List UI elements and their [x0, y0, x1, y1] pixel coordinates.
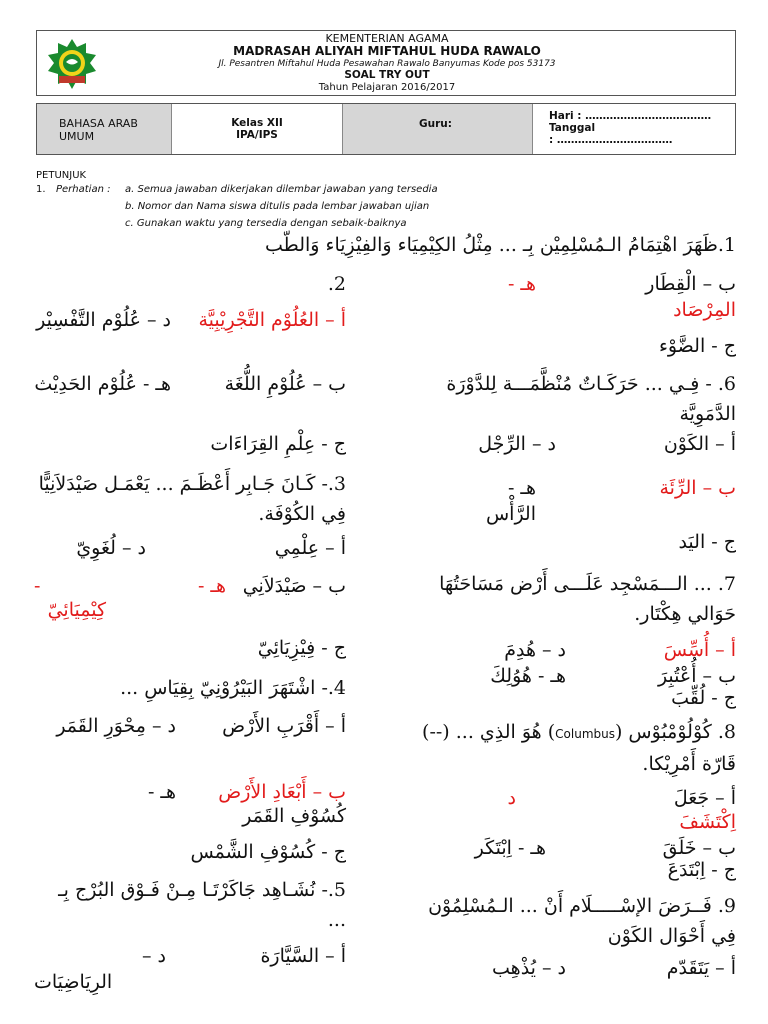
q7-option-b: ب – أُعْتُبِرَ [657, 665, 736, 687]
subject-cell [37, 104, 172, 154]
q1-option-b: ب – الْقِطَار [645, 273, 736, 295]
q2-option-b: ب – عُلُوْمِ اللُّغَة [224, 373, 346, 395]
q7-option-d: د – هُدِمَ [504, 639, 566, 661]
q1-option-j: ج - الضَّوْء [658, 335, 736, 357]
school-year: Tahun Pelajaran 2016/2017 [318, 82, 456, 93]
q2-option-e: هـ - عُلُوْم الحَدِيْث [34, 373, 171, 395]
question-2: 2. [327, 273, 346, 295]
q3-option-e: هـ - [197, 575, 226, 597]
q6-option-a: أ – الكَوْن [663, 433, 736, 455]
q8-option-d: د [507, 787, 516, 809]
teacher-cell [343, 104, 533, 154]
q5-option-d: د – [141, 945, 166, 967]
instruction-b: b. Nomor dan Nama siswa ditulis pada lembar jawaban ujian [125, 201, 430, 212]
date-cell [533, 104, 735, 154]
q6-option-j: ج - اليَد [678, 531, 736, 553]
q1-option-e-text: المِرْصَاد [673, 299, 736, 321]
q2-option-a: أ – العُلُوْم التَّجْرِيْبِيَّة [198, 309, 346, 331]
question-5: 5.- نُشَـاهِد جَاكَرْتَـا مِـنْ فَـوْق البُرْج بِـ ... [58, 879, 346, 931]
q3-option-a: أ – عِلْمِي [274, 537, 346, 559]
letterhead [36, 30, 736, 96]
class-cell [172, 104, 343, 154]
q9-option-a: أ – يَتَقَدّم [666, 957, 736, 979]
q8-option-a: أ – جَعَلَ [673, 787, 736, 809]
question-6: 6. - فِـي ... حَرَكَـاتٌ مُنْظَّمَـــة لِلدَّوْرَة الدَّمَوِيَّة [446, 373, 736, 425]
exam-info-table [36, 103, 736, 155]
q3-option-j: ج - فِيْزِيَائِيّ [257, 637, 346, 659]
q3-dash: - [34, 575, 41, 597]
date-field: : …………………………… [549, 134, 673, 146]
question-3: 3.- كَـانَ جَـابِر أَعْظَـمَ ... يَعْمَـل صَيْدَلاَنِيًّا فِي الكُوْفَة. [38, 473, 346, 525]
q8-columbus: Columbus [555, 727, 615, 741]
q1-option-e: هـ - [507, 273, 536, 295]
q8-text-end: ) هُوَ الذِي ... (--) قَارّة أَمْرِيْكا. [422, 721, 736, 775]
q8-option-e: هـ - اِبْتَكَر [474, 837, 546, 859]
q2-option-j: ج - عِلْمِ القِرَاءَات [210, 433, 346, 455]
instructions-label: Perhatian : [56, 184, 111, 195]
question-4: 4.- اشْتَهَرَ البَيْرُوْنِيّ بِقِيَاسِ ... [120, 677, 346, 699]
madrasah-logo-icon [46, 38, 98, 90]
question-8 [402, 717, 736, 779]
teacher-label: Guru: [419, 118, 452, 130]
q5-option-d-text: الرِيَاضِيَات [34, 971, 113, 993]
right-column [402, 265, 736, 1024]
q9-option-d: د – يُذْهِب [492, 957, 566, 979]
q4-option-j: ج - كُسُوْفِ الشَّمْس [190, 841, 346, 863]
q4-option-e-text: كُسُوْفِ القَمَر [242, 805, 346, 827]
question-7: 7. ... الـــمَسْجِد عَلَـــى أَرْض مَسَاحَتُهَا حَوَالي هِكْتَار. [439, 573, 736, 625]
q8-option-j: ج - اِبْتَدَعَ [667, 859, 736, 881]
school-address: Jl. Pesantren Miftahul Huda Pesawahan Rawalo Banyumas Kode pos 53173 [218, 59, 556, 69]
q4-option-b: ب – أَبْعَادِ الأَرْض [218, 781, 346, 803]
q3-option-b: ب – صَيْدَلاَنِي [242, 575, 346, 597]
q8-option-b: ب – خَلَقَ [662, 837, 736, 859]
class-value: IPA/IPS [236, 129, 278, 141]
subject-name: BAHASA ARAB UMUM [59, 117, 138, 143]
q8-option-d-text: اِكْتَشَفَ [679, 811, 736, 833]
question-9: 9. فَــرَضَ الإسْـــــلَام أَنْ ... الـمُسْلِمُوْن فِي أَحْوَال الكَوْن [428, 895, 736, 947]
instruction-a: a. Semua jawaban dikerjakan dilembar jawaban yang tersedia [125, 184, 438, 195]
q7-option-j: ج - لُقِّبَ [671, 687, 736, 709]
exam-title: SOAL TRY OUT [344, 69, 430, 81]
q4-option-e: هـ - [147, 781, 176, 803]
q6-option-e-text: الرَّأْس [485, 503, 536, 525]
q4-option-d: د – مِحْوَرِ القَمَر [56, 715, 176, 737]
q8-text-start: 8. كُوْلُوْمْبُوْس ( [614, 721, 736, 743]
left-column [34, 265, 346, 1024]
instruction-c: c. Gunakan waktu yang tersedia dengan sebaik-baiknya [125, 218, 407, 229]
q3-option-d: د – لُغَوِيّ [76, 537, 146, 559]
q6-option-e: هـ - [507, 477, 536, 499]
q7-option-a: أ – أُسِّسَ [663, 639, 736, 661]
q4-option-a: أ – أَقْرَبِ الأَرْض [222, 715, 346, 737]
q2-option-d: د – عُلُوْم التَّفْسِيْر [36, 309, 171, 331]
school-name: MADRASAH ALIYAH MIFTAHUL HUDA RAWALO [233, 44, 541, 58]
date-label: Tanggal [549, 122, 596, 134]
question-1: 1.ظَهَرَ اهْتِمَامُ الـمُسْلِمِيْن بِـ ... مِثْلُ الكِيْمِيَاء وَالفِيْزِيَاء وَالطّب [265, 234, 736, 256]
q6-option-b: ب – الرِّئَة [659, 477, 736, 499]
day-field: Hari : ……………………………… [549, 110, 712, 122]
instructions-number: 1. [36, 184, 46, 195]
instructions-title: PETUNJUK [36, 170, 87, 181]
class-label: Kelas XII [231, 117, 283, 129]
q3-option-e-text: كِيْمِيَائِيّ [47, 599, 106, 621]
q6-option-d: د – الرِّجْل [478, 433, 556, 455]
ministry-name: KEMENTERIAN AGAMA [325, 32, 449, 45]
q7-option-e: هـ - هُوُلِكَ [490, 665, 566, 687]
q5-option-a: أ – السَّيَّارَة [260, 945, 346, 967]
